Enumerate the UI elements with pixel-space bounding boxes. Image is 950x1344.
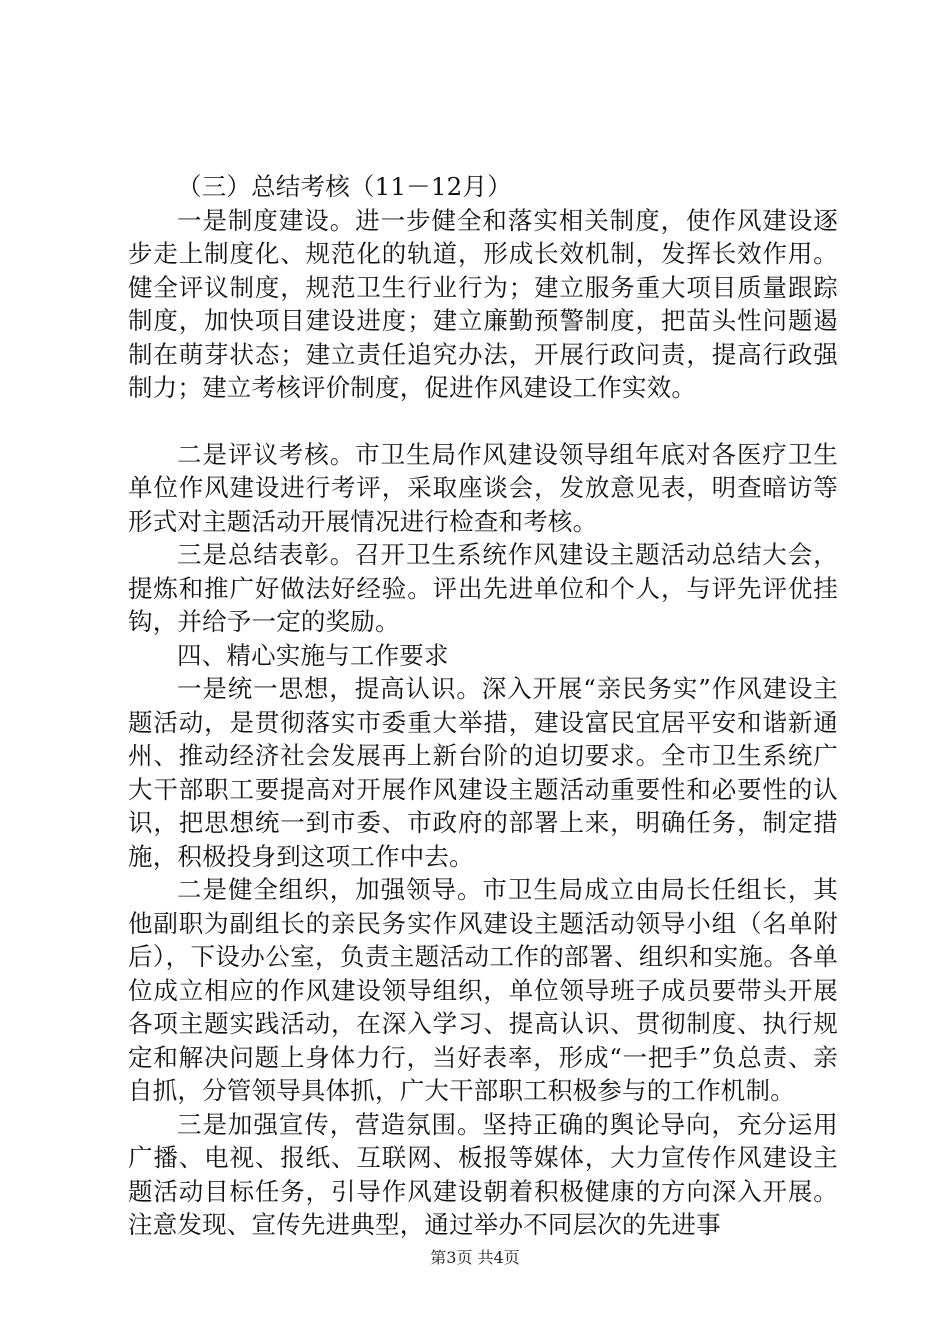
page-number-footer: 第3页 共4页: [430, 1248, 520, 1267]
paragraph-unify-thinking: 一是统一思想，提高认识。深入开展“亲民务实”作风建设主题活动，是贯彻落实市委重大举措，建设富民宜居平安和谐新通州、推动经济社会发展再上新台阶的迫切要求。全市卫生系统广大干部职工要提高对开展作风建设主题活动重要性和必要性的认识，把思想统一到市委、市政府的部署上来，明确任务，制定措施，积极投身到这项工作中去。: [128, 674, 838, 871]
paragraph-organization-leadership: 二是健全组织，加强领导。市卫生局成立由局长任组长，其他副职为副组长的亲民务实作风建设主题活动领导小组（名单附后），下设办公室，负责主题活动工作的部署、组织和实施。各单位成立相应的作风建设领导组织，单位领导班子成员要带头开展各项主题实践活动，在深入学习、提高认识、贯彻制度、执行规定和解决问题上身体力行，当好表率，形成“一把手”负总责、亲自抓，分管领导具体抓，广大干部职工积极参与的工作机制。: [128, 875, 838, 1105]
section-heading-summary-assessment: （三）总结考核（11－12月）: [177, 172, 512, 201]
section-heading-implementation-requirements: 四、精心实施与工作要求: [177, 640, 449, 670]
paragraph-publicity: 三是加强宣传，营造氛围。坚持正确的舆论导向，充分运用广播、电视、报纸、互联网、板报等媒体，大力宣传作风建设主题活动目标任务，引导作风建设朝着积极健康的方向深入开展。注意发现、宣传先进典型，通过举办不同层次的先进事: [128, 1109, 838, 1239]
paragraph-evaluation-assessment: 二是评议考核。市卫生局作风建设领导组年底对各医疗卫生单位作风建设进行考评，采取座谈会，发放意见表，明查暗访等形式对主题活动开展情况进行检查和考核。: [128, 439, 838, 536]
paragraph-summary-commendation: 三是总结表彰。召开卫生系统作风建设主题活动总结大会，提炼和推广好做法好经验。评出先进单位和个人，与评先评优挂钩，并给予一定的奖励。: [128, 540, 838, 636]
paragraph-system-building: 一是制度建设。进一步健全和落实相关制度，使作风建设逐步走上制度化、规范化的轨道，形成长效机制，发挥长效作用。健全评议制度，规范卫生行业行为；建立服务重大项目质量跟踪制度，加快项目建设进度；建立廉勤预警制度，把苗头性问题遏制在萌芽状态；建立责任追究办法，开展行政问责，提高行政强制力；建立考核评价制度，促进作风建设工作实效。: [128, 205, 838, 402]
document-body: [128, 170, 838, 1242]
paragraph-spacer: [128, 405, 838, 438]
